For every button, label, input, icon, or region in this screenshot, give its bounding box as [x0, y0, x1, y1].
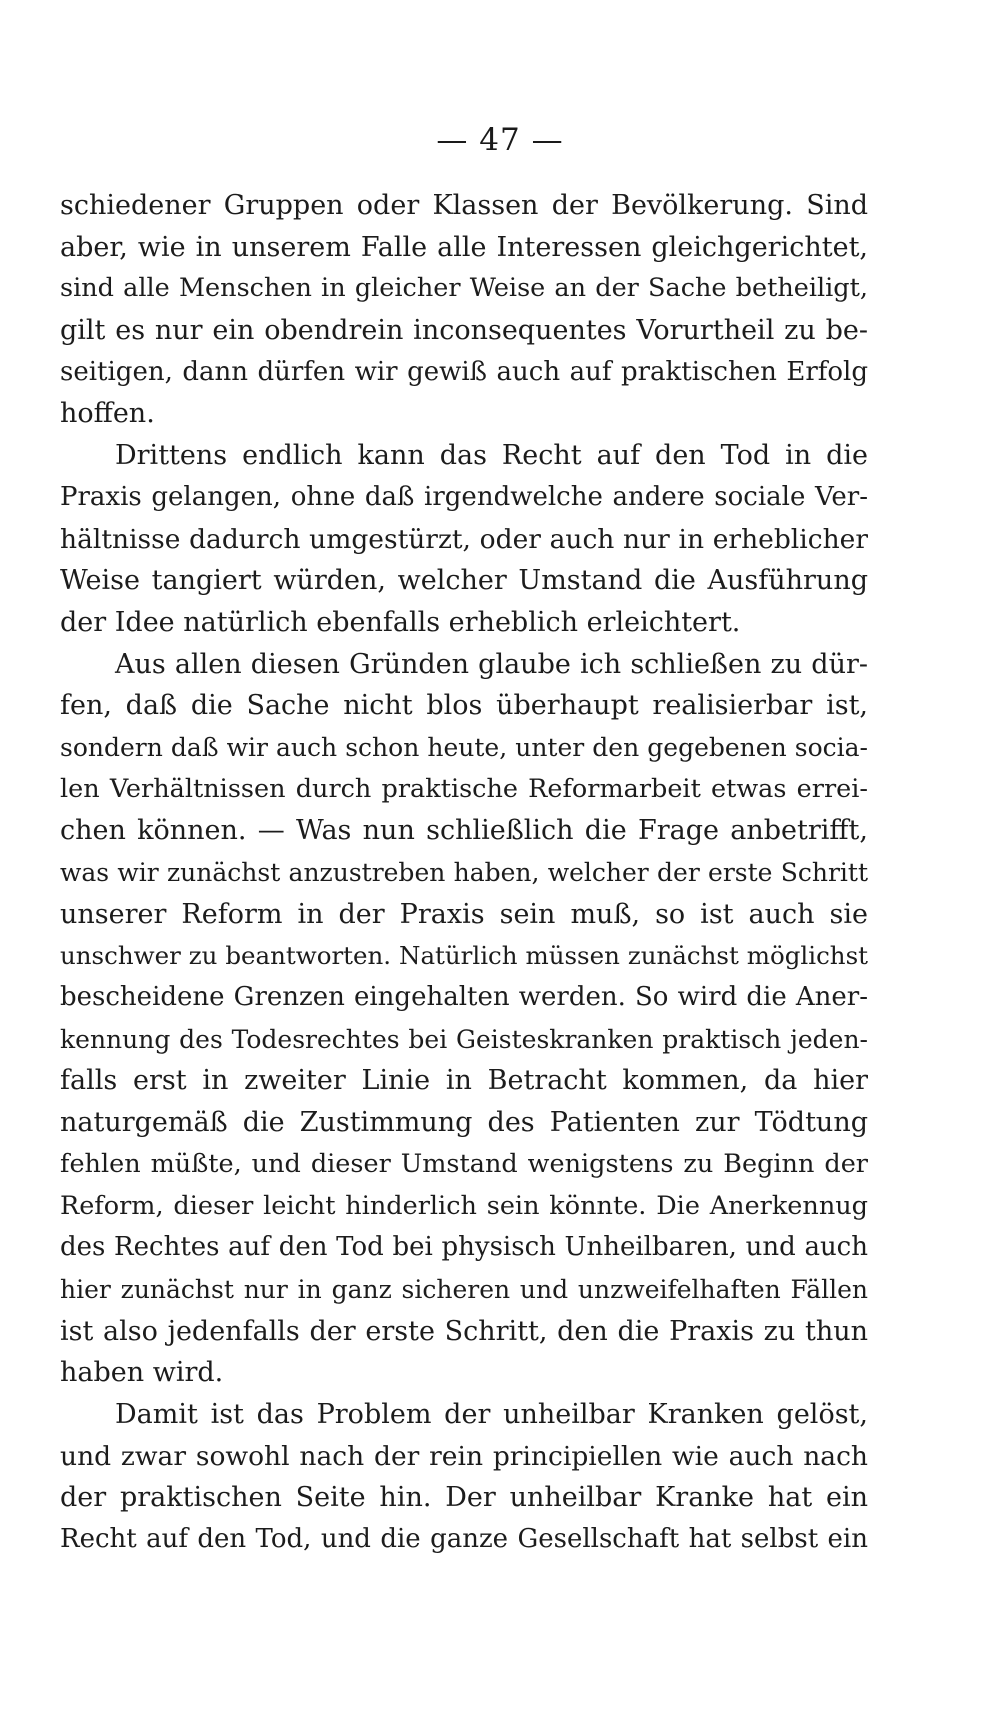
text-line: fen, daß die Sache nicht blos überhaupt realisierbar ist,	[60, 690, 868, 722]
text-line: des Rechtes auf den Tod bei physisch Unheilbaren, und auch	[60, 1232, 868, 1263]
text-line: haben wird.	[60, 1357, 224, 1389]
text-line: gilt es nur ein obendrein inconsequentes Vorurtheil zu be-	[60, 315, 868, 347]
page-number: — 47 —	[436, 122, 564, 158]
text-line: unschwer zu beantworten. Natürlich müssen zunächst möglichst	[60, 941, 868, 971]
text-line: der praktischen Seite hin. Der unheilbar Kranke hat ein	[60, 1482, 868, 1514]
text-line: chen können. — Was nun schließlich die Frage anbetrifft,	[60, 815, 868, 847]
text-line: ist also jedenfalls der erste Schritt, den die Praxis zu thun	[60, 1315, 868, 1347]
text-line: kennung des Todesrechtes bei Geisteskranken praktisch jeden-	[60, 1024, 868, 1054]
text-line: seitigen, dann dürfen wir gewiß auch auf praktischen Erfolg	[60, 356, 868, 387]
text-line: Aus allen diesen Gründen glaube ich schließen zu dür-	[115, 648, 868, 680]
text-line: Recht auf den Tod, und die ganze Gesellschaft hat selbst ein	[60, 1524, 868, 1554]
text-line: sind alle Menschen in gleicher Weise an der Sache betheiligt,	[60, 273, 868, 304]
text-line: der Idee natürlich ebenfalls erheblich erleichtert.	[60, 606, 741, 638]
text-line: unserer Reform in der Praxis sein muß, so ist auch sie	[60, 898, 868, 930]
text-line: len Verhältnissen durch praktische Reformarbeit etwas errei-	[60, 773, 868, 804]
text-line: naturgemäß die Zustimmung des Patienten zur Tödtung	[60, 1107, 868, 1139]
text-line: was wir zunächst anzustreben haben, welcher der erste Schritt	[60, 858, 868, 887]
text-line: Weise tangiert würden, welcher Umstand die Ausführung	[60, 565, 868, 597]
text-line: bescheidene Grenzen eingehalten werden. So wird die Aner-	[60, 982, 868, 1013]
text-line: schiedener Gruppen oder Klassen der Bevölkerung. Sind	[60, 190, 868, 221]
body-text	[60, 185, 868, 1561]
text-line: fehlen müßte, und dieser Umstand wenigstens zu Beginn der	[60, 1148, 868, 1179]
text-line: Drittens endlich kann das Recht auf den Tod in die	[115, 440, 868, 472]
text-line: Reform, dieser leicht hinderlich sein könnte. Die Anerkennug	[60, 1190, 868, 1221]
text-line: Damit ist das Problem der unheilbar Kranken gelöst,	[115, 1398, 868, 1430]
text-line: hoffen.	[60, 398, 155, 430]
text-line: Praxis gelangen, ohne daß irgendwelche andere sociale Ver-	[60, 481, 868, 512]
text-line: sondern daß wir auch schon heute, unter den gegebenen socia-	[60, 732, 868, 762]
text-line: hältnisse dadurch umgestürzt, oder auch nur in erheblicher	[60, 523, 868, 555]
text-line: und zwar sowohl nach der rein principiellen wie auch nach	[60, 1440, 868, 1472]
text-line: falls erst in zweiter Linie in Betracht kommen, da hier	[60, 1065, 868, 1097]
text-line: hier zunächst nur in ganz sicheren und unzweifelhaften Fällen	[60, 1274, 868, 1304]
text-line: aber, wie in unserem Falle alle Interessen gleichgerichtet,	[60, 231, 868, 263]
